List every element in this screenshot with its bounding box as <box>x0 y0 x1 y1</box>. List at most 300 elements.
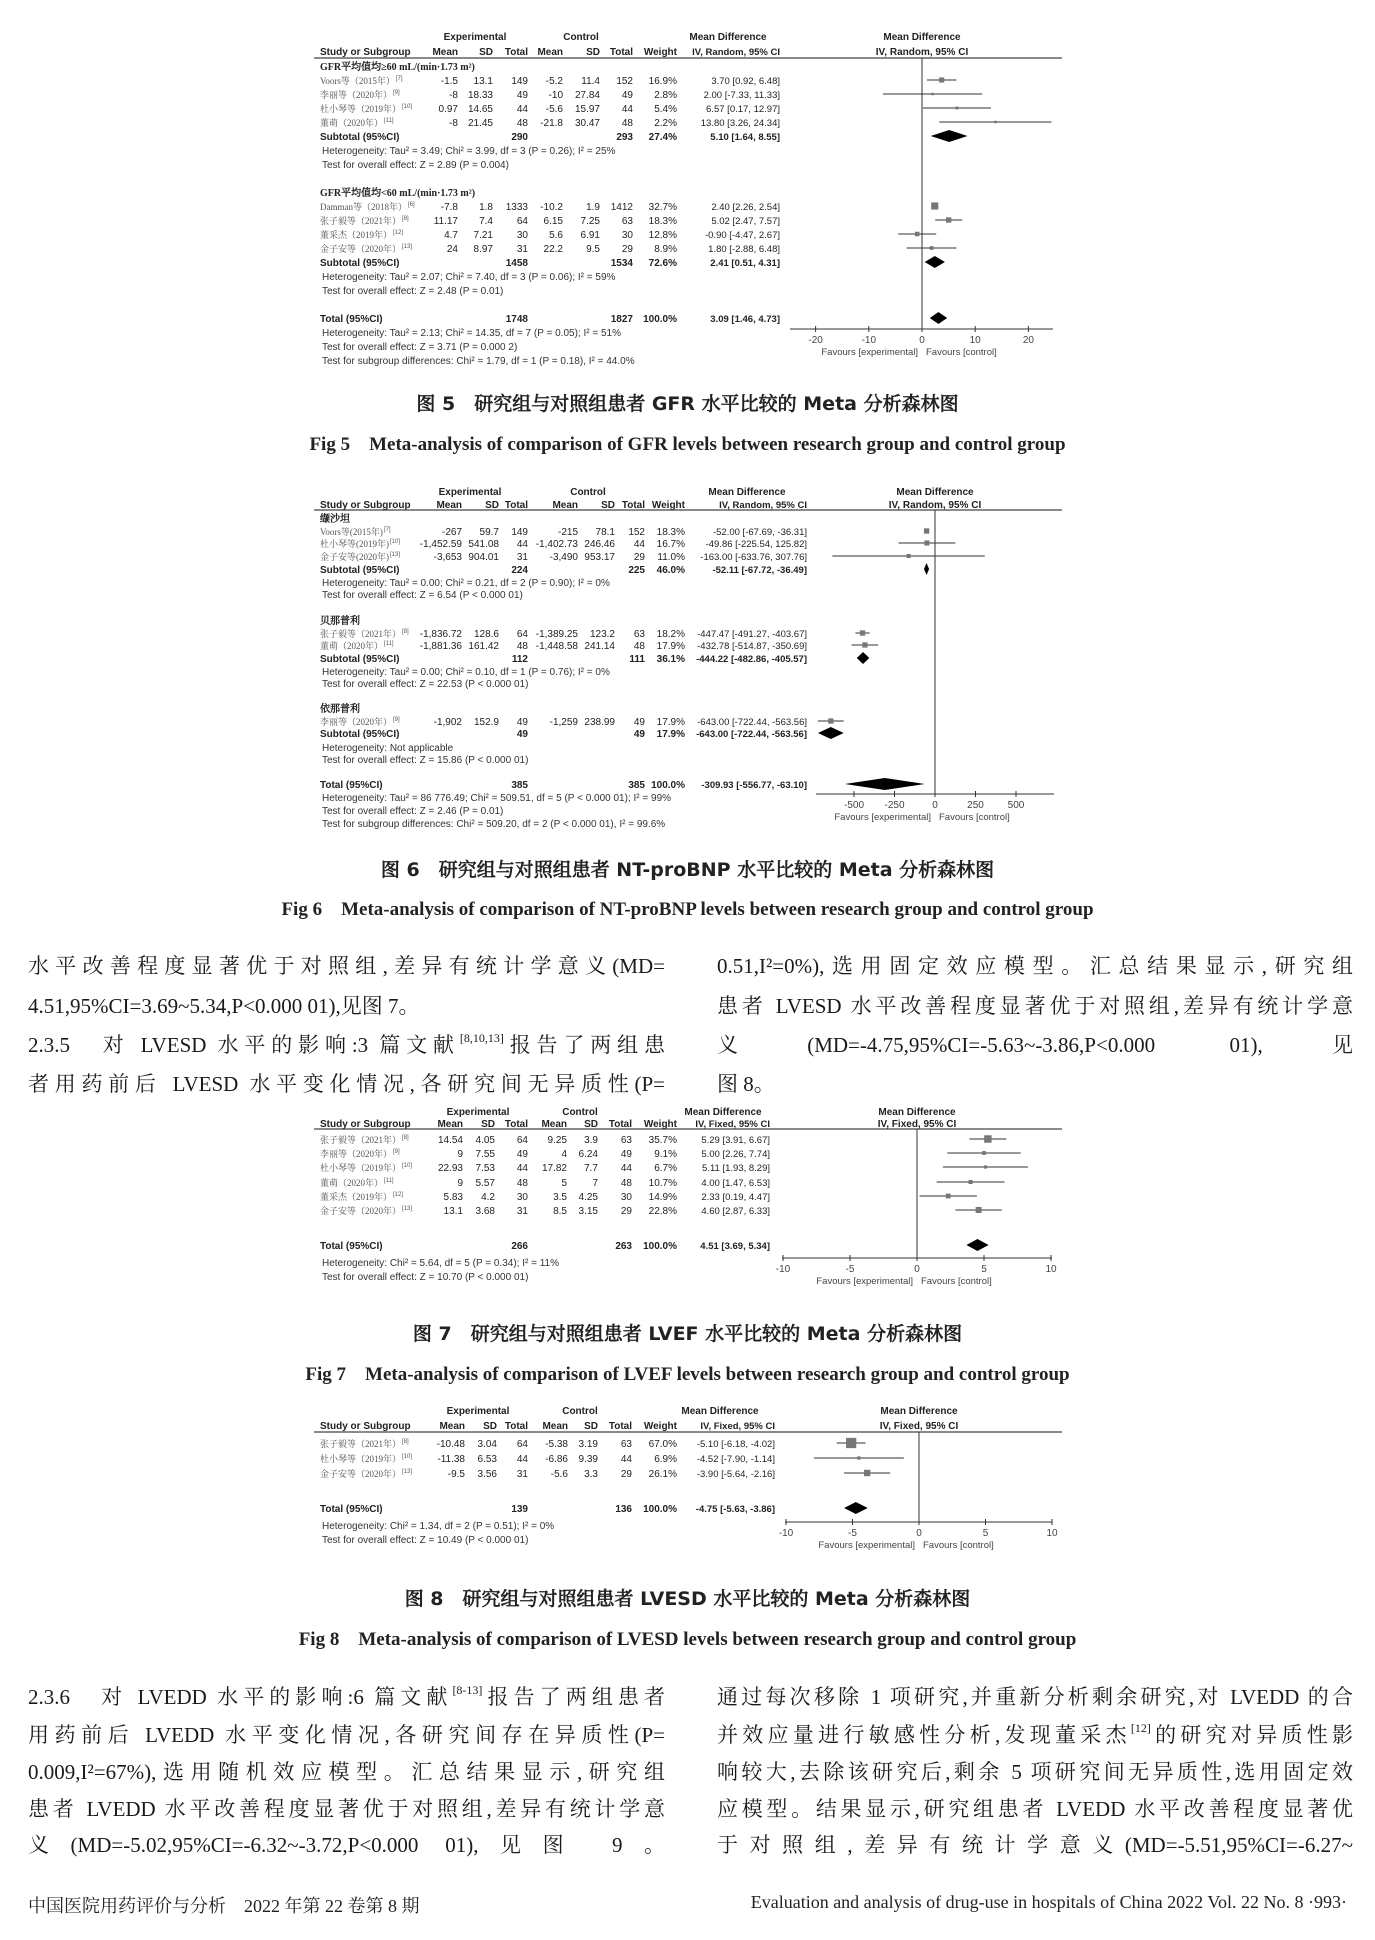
effect-square <box>939 77 944 82</box>
exp-mean: 9 <box>457 1149 463 1160</box>
effect-square <box>862 642 867 647</box>
text-segment: 者用药前后 LVESD 水平变化情况,各研究间无异质性(P= <box>28 1072 665 1096</box>
x-tick-label: 20 <box>1022 335 1034 346</box>
header-experimental: Experimental <box>443 32 507 43</box>
exp-total: 44 <box>516 1454 528 1465</box>
exp-sd: 904.01 <box>468 552 499 563</box>
ctrl-total: 63 <box>633 629 645 640</box>
x-tick-label: -20 <box>808 335 823 346</box>
text-line <box>28 953 665 979</box>
study-name: 金子安等(2020年) <box>320 552 389 562</box>
effect-square <box>976 1207 982 1213</box>
statistics-note: Test for overall effect: Z = 6.54 (P < 0.000 01) <box>322 590 523 601</box>
study-name: 李丽等（2020年） <box>320 717 393 727</box>
weight: 100.0% <box>643 1504 677 1515</box>
exp-mean: 5.83 <box>443 1192 463 1203</box>
header-total: Total <box>609 47 633 58</box>
exp-sd: 3.56 <box>477 1469 497 1480</box>
study-name: Voors等（2015年） <box>320 76 395 86</box>
text-line <box>28 1032 665 1058</box>
exp-total: 64 <box>516 216 528 227</box>
study-name: 董萌（2020年） <box>320 641 384 651</box>
study-name: 李丽等（2020年） <box>320 1149 393 1159</box>
favours-experimental-label: Favours [experimental] <box>821 347 918 358</box>
exp-sd: 7.55 <box>475 1149 495 1160</box>
exp-total: 266 <box>511 1241 528 1252</box>
study-ref: [9] <box>393 90 400 96</box>
plot-header-method: IV, Fixed, 95% CI <box>879 1421 959 1432</box>
header-mean: Mean <box>541 1119 567 1130</box>
text-segment: 的研究对异质性影 <box>1150 1723 1354 1747</box>
ctrl-total: 63 <box>621 216 633 227</box>
ctrl-total: 49 <box>633 717 645 728</box>
effect-square <box>828 718 833 723</box>
ctrl-sd: 3.15 <box>578 1206 598 1217</box>
header-sd: SD <box>483 1421 497 1432</box>
study-ref: [7] <box>383 527 391 533</box>
header-total: Total <box>504 47 528 58</box>
study-ref: [12] <box>393 1192 404 1198</box>
header-method: IV, Fixed, 95% CI <box>700 1421 775 1432</box>
study-name: 杜小琴等（2019年） <box>320 1163 402 1173</box>
subgroup-label: GFR平均值均<60 mL/(min·1.73 m²) <box>320 188 476 199</box>
header-total: Total <box>608 1119 632 1130</box>
mean-difference-ci: -643.00 [-722.44, -563.56] <box>696 729 807 740</box>
ctrl-total: 29 <box>621 244 633 255</box>
exp-total: 224 <box>511 565 528 576</box>
header-total: Total <box>608 1421 632 1432</box>
mean-difference-ci: 5.02 [2.47, 7.57] <box>711 216 780 227</box>
statistics-note: Test for overall effect: Z = 2.48 (P = 0.01) <box>322 286 504 297</box>
ctrl-total: 63 <box>620 1439 632 1450</box>
x-tick-label: -10 <box>861 335 877 346</box>
pooled-diamond <box>925 256 945 268</box>
mean-difference-ci: -4.75 [-5.63, -3.86] <box>695 1504 775 1515</box>
ctrl-sd: 7.25 <box>580 216 600 227</box>
exp-mean: -8 <box>449 90 458 101</box>
x-tick-label: 10 <box>1045 1264 1057 1275</box>
study-ref: [13] <box>390 552 401 558</box>
header-method: IV, Random, 95% CI <box>692 47 780 58</box>
ctrl-mean: 6.15 <box>543 216 563 227</box>
text-segment: 4.51,95%CI=3.69~5.34,P<0.000 01),见图 7。 <box>28 994 420 1018</box>
x-tick-label: 5 <box>982 1528 989 1539</box>
effect-square <box>907 554 911 558</box>
mean-difference-ci: -5.10 [-6.18, -4.02] <box>696 1439 775 1450</box>
exp-sd: 152.9 <box>473 717 499 728</box>
favours-control-label: Favours [control] <box>921 1276 992 1287</box>
ctrl-total: 136 <box>615 1504 632 1515</box>
mean-difference-ci: 4.00 [1.47, 6.53] <box>701 1178 770 1189</box>
effect-square <box>924 540 929 545</box>
exp-total: 30 <box>516 230 528 241</box>
header-mean: Mean <box>537 47 563 58</box>
statistics-note: Test for subgroup differences: Chi² = 509.20, df = 2 (P < 0.000 01), I² = 99.6% <box>322 819 666 830</box>
weight: 12.8% <box>648 230 677 241</box>
study-ref: [10] <box>402 104 413 110</box>
ctrl-total: 49 <box>620 1149 632 1160</box>
text-segment: 患者 LVESD 水平改善程度显著优于对照组,差异有统计学意 <box>717 994 1353 1018</box>
exp-total: 64 <box>516 629 528 640</box>
mean-difference-ci: -49.86 [-225.54, 125.82] <box>705 539 807 550</box>
favours-experimental-label: Favours [experimental] <box>816 1276 913 1287</box>
x-tick-label: -5 <box>848 1528 857 1539</box>
x-tick-label: -250 <box>884 800 905 811</box>
text-line <box>28 1796 665 1822</box>
ctrl-mean: 3.5 <box>553 1192 567 1203</box>
ctrl-sd: 11.4 <box>581 76 600 87</box>
mean-difference-ci: 4.60 [2.87, 6.33] <box>701 1206 770 1217</box>
study-ref: [11] <box>384 1178 394 1184</box>
ctrl-total: 1534 <box>610 258 633 269</box>
pooled-diamond <box>924 563 929 575</box>
header-sd: SD <box>584 1119 598 1130</box>
mean-difference-ci: 5.29 [3.91, 6.67] <box>701 1135 770 1146</box>
subtotal-label: Subtotal (95%CI) <box>320 132 400 143</box>
mean-difference-ci: 5.10 [1.64, 8.55] <box>710 132 780 143</box>
ctrl-sd: 123.2 <box>589 629 615 640</box>
exp-sd: 541.08 <box>468 539 499 550</box>
pooled-diamond <box>857 652 870 664</box>
exp-mean: -10.48 <box>436 1439 465 1450</box>
effect-square <box>946 217 951 222</box>
exp-total: 385 <box>511 780 528 791</box>
subtotal-label: Subtotal (95%CI) <box>320 258 400 269</box>
study-ref: [11] <box>384 118 394 124</box>
text-segment: 用药前后 LVEDD 水平变化情况,各研究间存在异质性(P= <box>28 1723 665 1747</box>
fig5-caption-en: Fig 5 Meta-analysis of comparison of GFR levels between research group and control group <box>309 434 1066 455</box>
mean-difference-ci: 5.11 [1.93, 8.29] <box>702 1163 770 1174</box>
citation-ref: [8,10,13] <box>459 1031 504 1045</box>
ctrl-total: 1412 <box>610 202 633 213</box>
ctrl-total: 49 <box>621 90 633 101</box>
exp-total: 48 <box>516 118 528 129</box>
ctrl-total: 44 <box>620 1454 632 1465</box>
exp-sd: 6.53 <box>477 1454 497 1465</box>
exp-total: 290 <box>511 132 528 143</box>
ctrl-mean: -1,389.25 <box>535 629 578 640</box>
study-name: 金子安等（2020年） <box>320 1469 402 1479</box>
study-name: Voors等(2015年) <box>320 527 383 537</box>
plot-header-mean-difference: Mean Difference <box>880 1406 958 1417</box>
x-tick-label: 250 <box>967 800 984 811</box>
exp-sd: 59.7 <box>479 527 499 538</box>
exp-mean: -1,902 <box>433 717 462 728</box>
weight: 36.1% <box>656 654 685 665</box>
header-mean: Mean <box>432 47 458 58</box>
text-line <box>717 1796 1353 1822</box>
exp-sd: 161.42 <box>468 641 499 652</box>
exp-sd: 8.97 <box>473 244 493 255</box>
ctrl-sd: 30.47 <box>574 118 600 129</box>
exp-sd: 14.65 <box>467 104 493 115</box>
exp-mean: 0.97 <box>438 104 458 115</box>
favours-experimental-label: Favours [experimental] <box>818 1540 915 1551</box>
x-tick-label: 0 <box>919 335 925 346</box>
header-total: Total <box>504 500 528 511</box>
ctrl-total: 152 <box>628 527 645 538</box>
study-ref: [12] <box>393 230 404 236</box>
statistics-note: Test for overall effect: Z = 3.71 (P = 0.000 2) <box>322 342 518 353</box>
pooled-diamond <box>931 130 968 142</box>
ctrl-total: 29 <box>633 552 645 563</box>
ctrl-mean: 5.6 <box>549 230 563 241</box>
header-mean-difference: Mean Difference <box>689 32 767 43</box>
header-mean: Mean <box>437 1119 463 1130</box>
study-ref: [10] <box>390 539 401 545</box>
header-sd: SD <box>601 500 615 511</box>
exp-total: 44 <box>516 1163 528 1174</box>
ctrl-total: 30 <box>620 1192 632 1203</box>
fig7-caption-cn: 图 7 研究组与对照组患者 LVEF 水平比较的 Meta 分析森林图 <box>412 1323 963 1345</box>
footer-journal-en: Evaluation and analysis of drug-use in hospitals of China 2022 Vol. 22 No. 8 ·993· <box>750 1892 1347 1912</box>
header-mean-difference: Mean Difference <box>708 487 786 498</box>
mean-difference-ci: 4.51 [3.69, 5.34] <box>700 1241 770 1252</box>
study-name: 杜小琴等（2019年） <box>320 1454 402 1464</box>
exp-mean: 14.54 <box>437 1135 463 1146</box>
exp-total: 64 <box>516 1439 528 1450</box>
header-mean: Mean <box>436 500 462 511</box>
weight: 17.9% <box>656 641 685 652</box>
header-weight: Weight <box>643 1421 677 1432</box>
mean-difference-ci: -52.00 [-67.69, -36.31] <box>712 527 807 538</box>
weight: 100.0% <box>643 314 677 325</box>
exp-total: 48 <box>516 1178 528 1189</box>
weight: 5.4% <box>654 104 677 115</box>
pooled-diamond <box>844 1502 868 1514</box>
effect-square <box>946 1194 951 1199</box>
text-segment: 0.51,I²=0%),选用固定效应模型。汇总结果显示,研究组 <box>717 954 1353 978</box>
header-method: IV, Random, 95% CI <box>719 500 807 511</box>
header-control: Control <box>562 1406 598 1417</box>
study-ref: [7] <box>395 76 403 82</box>
exp-mean: -8 <box>449 118 458 129</box>
ctrl-total: 263 <box>615 1241 632 1252</box>
exp-mean: 4.7 <box>444 230 458 241</box>
header-experimental: Experimental <box>438 487 502 498</box>
x-tick-label: 10 <box>1046 1528 1058 1539</box>
citation-ref: [12] <box>1130 1721 1151 1735</box>
ctrl-sd: 4.25 <box>578 1192 598 1203</box>
exp-mean: -3,653 <box>433 552 462 563</box>
text-segment: 患者 LVEDD 水平改善程度显著优于对照组,差异有统计学意 <box>28 1797 665 1821</box>
weight: 17.9% <box>656 717 685 728</box>
mean-difference-ci: -0.90 [-4.47, 2.67] <box>705 230 780 241</box>
header-sd: SD <box>485 500 499 511</box>
effect-square <box>857 1456 860 1459</box>
mean-difference-ci: -163.00 [-633.76, 307.76] <box>700 552 807 563</box>
x-tick-label: 5 <box>981 1264 987 1275</box>
header-control: Control <box>562 1107 598 1118</box>
mean-difference-ci: -52.11 [-67.72, -36.49] <box>712 565 807 576</box>
header-sd: SD <box>584 1421 598 1432</box>
ctrl-total: 48 <box>621 118 633 129</box>
ctrl-total: 385 <box>628 780 645 791</box>
exp-mean: -9.5 <box>447 1469 465 1480</box>
exp-sd: 5.57 <box>475 1178 495 1189</box>
exp-mean: -1,836.72 <box>419 629 462 640</box>
header-experimental: Experimental <box>446 1107 510 1118</box>
effect-square <box>931 93 934 96</box>
exp-total: 30 <box>516 1192 528 1203</box>
exp-sd: 18.33 <box>467 90 493 101</box>
weight: 26.1% <box>648 1469 677 1480</box>
statistics-note: Test for subgroup differences: Chi² = 1.79, df = 1 (P = 0.18), I² = 44.0% <box>322 356 635 367</box>
weight: 32.7% <box>648 202 677 213</box>
text-line <box>717 1722 1353 1748</box>
subgroup-label: 依那普利 <box>320 704 360 715</box>
weight: 46.0% <box>656 565 685 576</box>
text-segment: 2.3.5 对 LVESD 水平的影响:3 篇文献 <box>28 1033 460 1057</box>
study-name: 张子毅等（2021年） <box>320 1135 402 1145</box>
exp-sd: 4.2 <box>481 1192 495 1203</box>
exp-total: 44 <box>516 104 528 115</box>
subgroup-label: 贝那普利 <box>320 616 360 627</box>
ctrl-sd: 27.84 <box>574 90 600 101</box>
weight: 17.9% <box>656 729 685 740</box>
x-tick-label: -10 <box>775 1264 791 1275</box>
study-ref: [9] <box>393 717 400 723</box>
text-segment: 义(MD=-5.02,95%CI=-6.32~-3.72,P<0.000 01),见图 9。 <box>28 1833 665 1857</box>
exp-total: 31 <box>516 1206 528 1217</box>
exp-mean: 22.93 <box>437 1163 463 1174</box>
ctrl-mean: -5.6 <box>545 104 563 115</box>
exp-mean: 9 <box>457 1178 463 1189</box>
weight: 6.9% <box>654 1454 677 1465</box>
x-tick-label: 0 <box>916 1528 922 1539</box>
ctrl-mean: -6.86 <box>545 1454 568 1465</box>
ctrl-sd: 6.24 <box>578 1149 598 1160</box>
exp-total: 1333 <box>505 202 528 213</box>
ctrl-sd: 9.39 <box>578 1454 598 1465</box>
exp-mean: 13.1 <box>443 1206 463 1217</box>
fig7-caption-en: Fig 7 Meta-analysis of comparison of LVEF levels between research group and control group <box>305 1364 1070 1385</box>
ctrl-sd: 9.5 <box>586 244 600 255</box>
effect-square <box>915 232 919 236</box>
text-segment: 义(MD=-4.75,95%CI=-5.63~-3.86,P<0.000 01),见 <box>717 1033 1353 1057</box>
x-tick-label: -5 <box>845 1264 855 1275</box>
study-ref: [6] <box>408 202 415 208</box>
statistics-note: Test for overall effect: Z = 15.86 (P < 0.000 01) <box>322 755 529 766</box>
statistics-note: Test for overall effect: Z = 2.46 (P = 0.01) <box>322 806 504 817</box>
text-segment: 报告了两组患者 <box>482 1685 665 1709</box>
ctrl-total: 1827 <box>610 314 633 325</box>
study-ref: [9] <box>393 1149 400 1155</box>
exp-total: 149 <box>511 527 528 538</box>
exp-sd: 3.04 <box>477 1439 497 1450</box>
ctrl-sd: 15.97 <box>574 104 600 115</box>
mean-difference-ci: 5.00 [2.26, 7.74] <box>701 1149 770 1160</box>
study-name: 董采杰（2019年） <box>320 1192 393 1202</box>
ctrl-mean: 5 <box>561 1178 567 1189</box>
mean-difference-ci: 2.40 [2.26, 2.54] <box>711 202 780 213</box>
text-segment: 响较大,去除该研究后,剩余 5 项研究间无异质性,选用固定效 <box>717 1760 1353 1784</box>
ctrl-sd: 1.9 <box>586 202 600 213</box>
header-mean: Mean <box>542 1421 568 1432</box>
study-name: 张子毅等（2021年） <box>320 629 402 639</box>
ctrl-mean: 22.2 <box>543 244 563 255</box>
header-study: Study or Subgroup <box>320 1421 411 1432</box>
header-weight: Weight <box>651 500 685 511</box>
effect-square <box>860 630 865 635</box>
header-study: Study or Subgroup <box>320 500 411 511</box>
ctrl-total: 111 <box>629 654 645 665</box>
header-total: Total <box>504 1119 528 1130</box>
exp-total: 31 <box>516 1469 528 1480</box>
study-name: 董萌（2020年） <box>320 1178 384 1188</box>
ctrl-sd: 3.19 <box>578 1439 598 1450</box>
mean-difference-ci: 6.57 [0.17, 12.97] <box>706 104 780 115</box>
exp-sd: 7.4 <box>479 216 493 227</box>
exp-sd: 3.68 <box>475 1206 495 1217</box>
ctrl-total: 29 <box>620 1206 632 1217</box>
ctrl-mean: -5.6 <box>550 1469 568 1480</box>
weight: 35.7% <box>648 1135 677 1146</box>
weight: 72.6% <box>648 258 677 269</box>
citation-ref: [8-13] <box>452 1683 483 1697</box>
subtotal-label: Total (95%CI) <box>320 314 383 325</box>
weight: 16.7% <box>656 539 685 550</box>
text-line <box>28 1684 665 1710</box>
weight: 8.9% <box>654 244 677 255</box>
plot-header-method: IV, Random, 95% CI <box>875 47 969 58</box>
effect-square <box>930 246 934 250</box>
exp-mean: -1.5 <box>440 76 458 87</box>
ctrl-mean: -10.2 <box>540 202 563 213</box>
exp-sd: 7.21 <box>473 230 493 241</box>
exp-total: 48 <box>516 641 528 652</box>
subtotal-label: Subtotal (95%CI) <box>320 729 400 740</box>
study-name: 董萌（2020年） <box>320 118 384 128</box>
study-name: 金子安等（2020年） <box>320 1206 402 1216</box>
text-line <box>28 1832 665 1858</box>
statistics-note: Test for overall effect: Z = 22.53 (P < 0.000 01) <box>322 679 529 690</box>
favours-control-label: Favours [control] <box>939 812 1010 823</box>
exp-sd: 13.1 <box>473 76 493 87</box>
header-total: Total <box>621 500 645 511</box>
ctrl-mean: -215 <box>557 527 578 538</box>
effect-square <box>956 107 959 110</box>
subtotal-label: Subtotal (95%CI) <box>320 565 400 576</box>
study-ref: [13] <box>402 1469 413 1475</box>
plot-header-mean-difference: Mean Difference <box>896 487 974 498</box>
text-line <box>28 1071 665 1097</box>
study-name: 张子毅等（2021年） <box>320 1439 402 1449</box>
header-weight: Weight <box>643 1119 677 1130</box>
x-tick-label: -500 <box>843 800 865 811</box>
ctrl-total: 152 <box>616 76 633 87</box>
text-segment: 应模型。结果显示,研究组患者 LVEDD 水平改善程度显著优 <box>717 1797 1353 1821</box>
exp-total: 139 <box>511 1504 528 1515</box>
ctrl-sd: 238.99 <box>584 717 615 728</box>
exp-sd: 4.05 <box>475 1135 495 1146</box>
ctrl-total: 30 <box>621 230 633 241</box>
mean-difference-ci: 2.33 [0.19, 4.47] <box>701 1192 770 1203</box>
text-segment: 0.009,I²=67%),选用随机效应模型。汇总结果显示,研究组 <box>28 1760 665 1784</box>
weight: 100.0% <box>651 780 685 791</box>
plot-header-method: IV, Random, 95% CI <box>888 500 982 511</box>
fig8-caption-en: Fig 8 Meta-analysis of comparison of LVESD levels between research group and control group <box>298 1629 1077 1650</box>
statistics-note: Test for overall effect: Z = 2.89 (P = 0.004) <box>322 160 509 171</box>
header-sd: SD <box>479 47 493 58</box>
ctrl-mean: 9.25 <box>547 1135 567 1146</box>
ctrl-total: 44 <box>633 539 645 550</box>
x-tick-label: -10 <box>778 1528 794 1539</box>
study-ref: [13] <box>402 1206 413 1212</box>
ctrl-mean: -21.8 <box>540 118 563 129</box>
weight: 18.2% <box>656 629 685 640</box>
pooled-diamond <box>966 1239 988 1251</box>
